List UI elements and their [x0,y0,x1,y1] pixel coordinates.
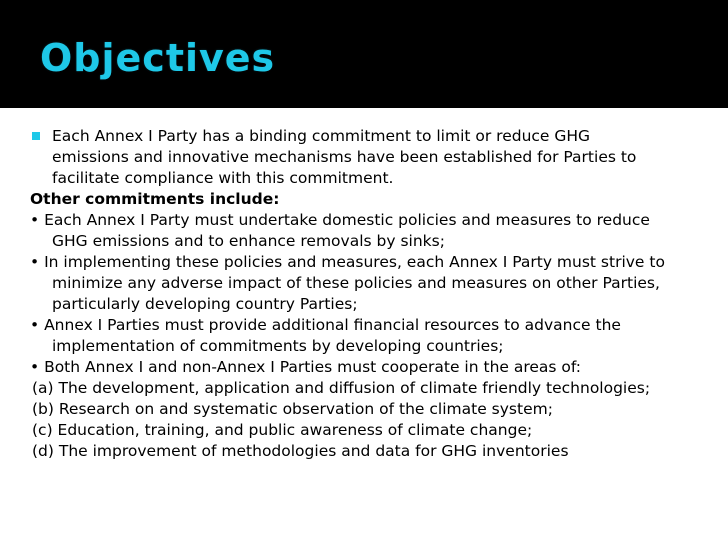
intro-line: emissions and innovative mechanisms have been established for Parties to [52,148,637,166]
area-item: (b) Research on and systematic observation of the climate system; [32,400,553,418]
commitment-item: • Both Annex I and non-Annex I Parties must cooperate in the areas of: [30,358,582,376]
commitment-item: implementation of commitments by developing countries; [52,337,504,355]
square-bullet-icon [32,132,40,140]
area-item: (d) The improvement of methodologies and data for GHG inventories [32,442,569,460]
intro-line: facilitate compliance with this commitment. [52,169,394,187]
slide-body [0,108,728,546]
area-item: (c) Education, training, and public awareness of climate change; [32,421,533,439]
intro-line: Each Annex I Party has a binding commitment to limit or reduce GHG [52,127,591,145]
slide-header [0,0,728,108]
commitment-item: • In implementing these policies and measures, each Annex I Party must strive to [30,253,665,271]
other-commitments-heading: Other commitments include: [30,190,280,208]
commitment-item: particularly developing country Parties; [52,295,358,313]
commitment-item: • Annex I Parties must provide additional financial resources to advance the [30,316,621,334]
commitment-item: • Each Annex I Party must undertake domestic policies and measures to reduce [30,211,650,229]
commitment-item: GHG emissions and to enhance removals by sinks; [52,232,445,250]
slide-title: Objectives [40,36,276,80]
area-item: (a) The development, application and diffusion of climate friendly technologies; [32,379,651,397]
commitment-item: minimize any adverse impact of these policies and measures on other Parties, [52,274,660,292]
